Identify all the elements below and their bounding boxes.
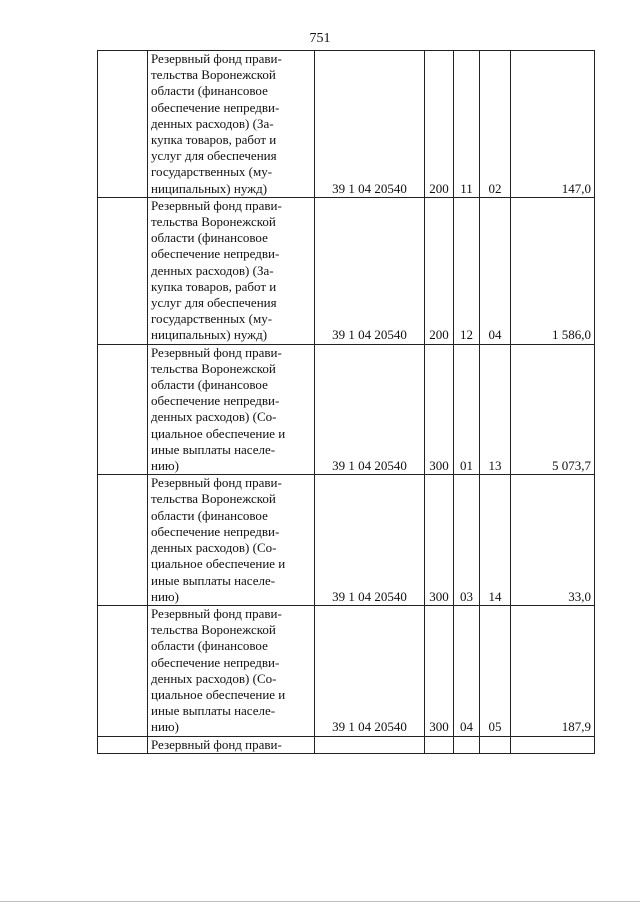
description-line: области (финансовое <box>151 83 268 99</box>
description-line: области (финансовое <box>151 507 268 523</box>
budget-table <box>97 50 595 754</box>
expense-type: 200 <box>425 51 454 198</box>
table-row <box>98 736 595 753</box>
row-description <box>148 605 315 736</box>
description-line: обеспечение непредви- <box>151 246 280 262</box>
section-code: 12 <box>454 197 480 344</box>
description-line: Резервный фонд прави- <box>151 475 282 491</box>
row-description <box>148 51 315 198</box>
empty-cell <box>511 736 595 753</box>
amount: 5 073,7 <box>511 344 595 475</box>
table-row <box>98 344 595 475</box>
description-line: денных расходов) (Со- <box>151 670 277 686</box>
description-line: ниципальных) нужд) <box>151 327 268 343</box>
description-line: нию) <box>151 719 179 735</box>
empty-cell <box>480 736 511 753</box>
expense-type: 300 <box>425 605 454 736</box>
description-line: купка товаров, работ и <box>151 278 277 294</box>
expense-type: 300 <box>425 344 454 475</box>
table-row <box>98 605 595 736</box>
section-code: 01 <box>454 344 480 475</box>
section-code: 11 <box>454 51 480 198</box>
subsection-code: 04 <box>480 197 511 344</box>
row-description <box>148 475 315 606</box>
subsection-code: 14 <box>480 475 511 606</box>
section-code: 04 <box>454 605 480 736</box>
description-line: Резервный фонд прави- <box>151 344 282 360</box>
section-code: 03 <box>454 475 480 606</box>
subsection-code: 02 <box>480 51 511 198</box>
row-description <box>148 197 315 344</box>
amount: 147,0 <box>511 51 595 198</box>
expense-type: 300 <box>425 475 454 606</box>
target-article-code: 39 1 04 20540 <box>315 475 425 606</box>
empty-cell <box>454 736 480 753</box>
empty-cell <box>98 736 148 753</box>
row-description <box>148 344 315 475</box>
description-line: иные выплаты населе- <box>151 572 276 588</box>
description-line: Резервный фонд прави- <box>151 51 282 66</box>
expense-type: 200 <box>425 197 454 344</box>
description-line: области (финансовое <box>151 230 268 246</box>
description-line: купка товаров, работ и <box>151 132 277 148</box>
description-line: тельства Воронежской <box>151 214 276 230</box>
description-line: денных расходов) (Со- <box>151 409 277 425</box>
row-number-cell <box>98 605 148 736</box>
table-row <box>98 51 595 198</box>
description-line: услуг для обеспечения <box>151 148 277 164</box>
amount: 33,0 <box>511 475 595 606</box>
subsection-code: 05 <box>480 605 511 736</box>
amount: 1 586,0 <box>511 197 595 344</box>
target-article-code: 39 1 04 20540 <box>315 344 425 475</box>
scan-edge-line <box>0 901 640 902</box>
row-number-cell <box>98 475 148 606</box>
description-line: обеспечение непредви- <box>151 393 280 409</box>
description-line: денных расходов) (Со- <box>151 540 277 556</box>
description-line: денных расходов) (За- <box>151 262 274 278</box>
description-line: государственных (му- <box>151 311 273 327</box>
description-line: тельства Воронежской <box>151 491 276 507</box>
target-article-code: 39 1 04 20540 <box>315 51 425 198</box>
description-line: Резервный фонд прави- <box>151 197 282 213</box>
row-description: Резервный фонд прави- <box>148 736 315 753</box>
description-line: ниципальных) нужд) <box>151 180 268 196</box>
target-article-code: 39 1 04 20540 <box>315 605 425 736</box>
description-line: иные выплаты населе- <box>151 703 276 719</box>
description-line: тельства Воронежской <box>151 622 276 638</box>
row-number-cell <box>98 197 148 344</box>
amount: 187,9 <box>511 605 595 736</box>
description-line: денных расходов) (За- <box>151 115 274 131</box>
description-line: циальное обеспечение и <box>151 686 286 702</box>
description-line: тельства Воронежской <box>151 360 276 376</box>
row-number-cell <box>98 344 148 475</box>
description-line: циальное обеспечение и <box>151 425 286 441</box>
description-line: нию) <box>151 588 179 604</box>
description-line: государственных (му- <box>151 164 273 180</box>
empty-cell <box>425 736 454 753</box>
page-number: 751 <box>309 31 331 46</box>
description-line: обеспечение непредви- <box>151 654 280 670</box>
description-line: обеспечение непредви- <box>151 99 280 115</box>
description-line: тельства Воронежской <box>151 67 276 83</box>
description-line: обеспечение непредви- <box>151 523 280 539</box>
target-article-code: 39 1 04 20540 <box>315 197 425 344</box>
description-line: услуг для обеспечения <box>151 295 277 311</box>
subsection-code: 13 <box>480 344 511 475</box>
table-row <box>98 197 595 344</box>
empty-cell <box>315 736 425 753</box>
description-line: нию) <box>151 458 179 474</box>
description-line: иные выплаты населе- <box>151 441 276 457</box>
row-number-cell <box>98 51 148 198</box>
description-line: циальное обеспечение и <box>151 556 286 572</box>
table-row <box>98 475 595 606</box>
description-line: области (финансовое <box>151 377 268 393</box>
description-line: области (финансовое <box>151 638 268 654</box>
description-line: Резервный фонд прави- <box>151 605 282 621</box>
